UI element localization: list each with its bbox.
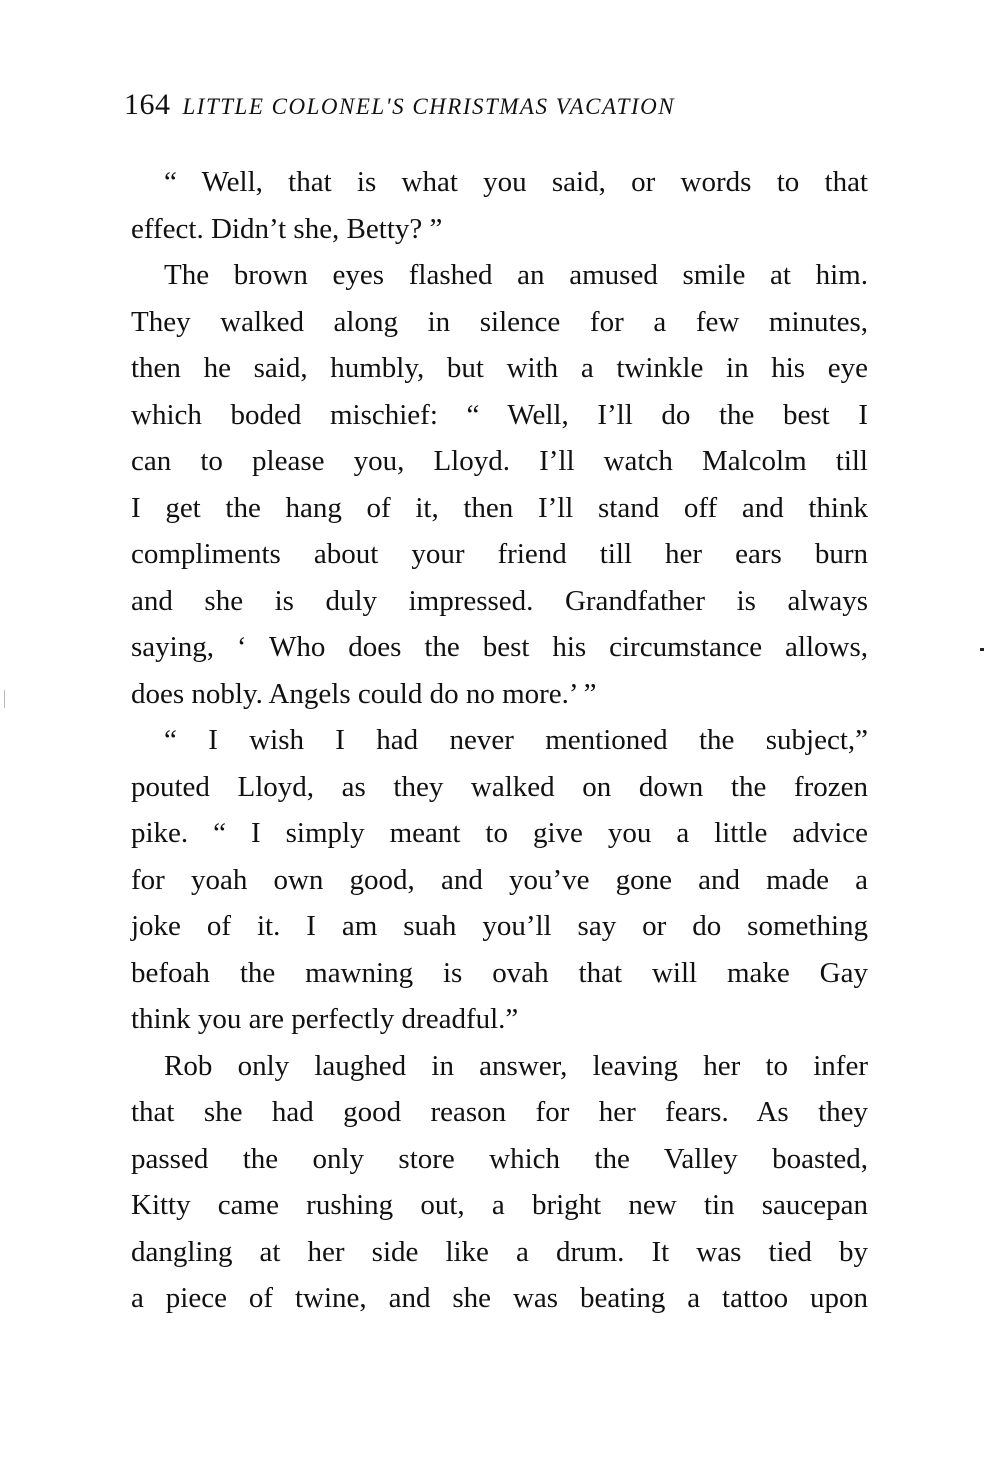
text-line: passed the only store which the Valley boasted, [131,1142,868,1175]
text-line: which boded mischief: “ Well, I’ll do the best I [131,398,868,431]
text-line: They walked along in silence for a few minutes, [131,305,868,338]
text-line: a piece of twine, and she was beating a tattoo upon [131,1282,868,1314]
text-line: “ I wish I had never mentioned the subject,” [164,724,868,756]
page-number: 164 [124,88,171,121]
body-text [131,159,868,1322]
scan-speck [980,648,984,651]
text-line: can to please you, Lloyd. I’ll watch Malcolm till [131,445,868,477]
page-header [124,88,868,128]
text-line: effect. Didn’t she, Betty? ” [131,212,443,245]
text-line: I get the hang of it, then I’ll stand off and think [131,491,868,524]
text-line: Rob only laughed in answer, leaving her to infer [164,1049,868,1082]
text-line: The brown eyes flashed an amused smile at him. [164,259,868,291]
running-title: LITTLE COLONEL'S CHRISTMAS VACATION [182,94,676,119]
text-line: that she had good reason for her fears. As they [131,1096,868,1128]
text-line: compliments about your friend till her ears burn [131,538,868,570]
text-line: Kitty came rushing out, a bright new tin saucepan [131,1189,868,1221]
text-line: pike. “ I simply meant to give you a little advice [131,817,868,849]
text-line: pouted Lloyd, as they walked on down the frozen [131,770,868,803]
text-line: then he said, humbly, but with a twinkle in his eye [131,352,868,384]
text-line: think you are perfectly dreadful.” [131,1003,519,1035]
text-line: for yoah own good, and you’ve gone and made a [131,863,868,896]
text-line: “ Well, that is what you said, or words to that [164,166,868,198]
text-line: saying, ‘ Who does the best his circumstance allows, [131,631,868,663]
text-line: befoah the mawning is ovah that will make Gay [131,956,868,989]
text-line: and she is duly impressed. Grandfather is always [131,584,868,617]
text-line: joke of it. I am suah you’ll say or do something [131,910,868,942]
text-line: does nobly. Angels could do no more.’ ” [131,677,597,710]
text-line: dangling at her side like a drum. It was tied by [131,1235,868,1268]
scan-edge-mark [4,690,5,708]
